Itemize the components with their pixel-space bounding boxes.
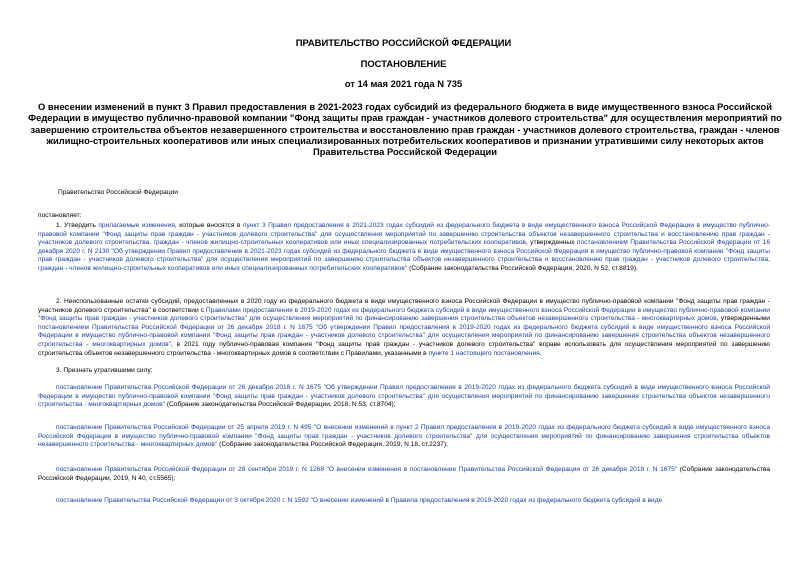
repealed-item-source: (Собрание законодательства Российской Федерации, 2019, N 40, ст.5565); (38, 466, 770, 482)
repealed-item (38, 424, 770, 450)
issuing-authority: Правительство Российской Федерации (58, 189, 178, 196)
p1-text: (Собрание законодательства Российской Федерации, 2020, N 52, ст.8819). (409, 264, 638, 272)
paragraph-3: 3. Признать утратившими силу: (56, 367, 153, 374)
link-repealed-495[interactable]: постановление Правительства Российской Федерации от 25 апреля 2019 г. N 495 "О внесении изменений в пункт 2 Правил предоставления в 2019-2020 годах из федерального бюджета субсидий в виде имущественного взноса Российской Федерации в имущество публично-правовой компании "Фонд защиты прав граждан - участников долевого строительства" для осуществления мероприятий по финансированию завершения строительства объектов незавершенного строительства - многоквартирных домов" (38, 424, 770, 449)
link-attached-changes[interactable]: прилагаемые изменения (98, 222, 175, 229)
p1-text: , которые вносятся в (174, 222, 241, 229)
p2-text: , в 2021 году публично-правовая компания "Фонд защиты прав граждан - участников долевого строительства" вправе использовать для осуществления мероприятий по завершению строительства объектов незавершенного строительства - многоквартирных домов в соответствии с Правилами, указанными в (38, 340, 770, 357)
government-header: ПРАВИТЕЛЬСТВО РОССИЙСКОЙ ФЕДЕРАЦИИ (295, 37, 512, 48)
paragraph-1 (38, 222, 770, 274)
decree-word: постановляет: (38, 212, 82, 219)
link-repealed-1268[interactable]: постановление Правительства Российской Федерации от 28 сентября 2019 г. N 1268 "О внесении изменения в постановление Правительства Российской Федерации от 26 декабря 2018 г. N 1675" (56, 466, 678, 473)
paragraph-2 (38, 298, 770, 358)
document-title: О внесении изменений в пункт 3 Правил предоставления в 2021-2023 годах субсидий из федерального бюджета в виде имущественного взноса Российской Федерации в имущество публично-правовой компании "Фонд защиты прав граждан - участников долевого строительства" для осуществления мероприятий по завершению строительства объектов незавершенного строительства и восстановлению прав граждан - участников долевого строительства, граждан - членов жилищно-строительных кооперативов или иных специализированных потребительских кооперативов и признании утратившими силу некоторых актов Правительства Российской Федерации (28, 101, 782, 158)
document-type: ПОСТАНОВЛЕНИЕ (360, 58, 447, 69)
link-rules-2019-2020[interactable]: Правилами предоставления в 2019-2020 годах из федерального бюджета субсидий в виде имущественного взноса Российской Федерации в имущество публично-правовой компании "Фонд защиты прав граждан - участников долевого строительства" для осуществления мероприятий по финансированию завершения строительства объектов незавершенного строительства - многоквартирных домов (38, 306, 770, 323)
repealed-item (38, 497, 770, 506)
link-resolution-1675[interactable]: постановлением Правительства Российской Федерации от 26 декабря 2018 г. N 1675 "Об утверждении Правил предоставления в 2019-2020 годах из федерального бюджета субсидий в виде имущественного взноса Российской Федерации в имущество публично-правовой компании "Фонд защиты прав граждан - участников долевого строительства" для осуществления мероприятий по финансированию завершения строительства объектов незавершенного строительства - многоквартирных домов" (38, 323, 770, 348)
repealed-item-source: (Собрание законодательства Российской Федерации, 2018, N 53, ст.8704); (166, 401, 396, 409)
p1-text: 1. Утвердить (56, 222, 96, 229)
link-point-1[interactable]: пункте 1 настоящего постановления (428, 349, 540, 357)
link-resolution-2130[interactable]: постановлением Правительства Российской Федерации от 16 декабря 2020 г. N 2130 "Об утверждении Правил предоставления в 2021-2023 годах субсидий из федерального бюджета в виде имущественного взноса Российской Федерации в имущество публично-правовой компании "Фонд защиты прав граждан - участников долевого строительства" для осуществления мероприятий по завершению строительства объектов незавершенного строительства и восстановлению прав граждан - участников долевого строительства, граждан - членов жилищно-строительных кооперативов или иных специализированных потребительских кооперативов" (38, 239, 770, 272)
link-repealed-1675[interactable]: постановление Правительства Российской Федерации от 26 декабря 2018 г. N 1675 "Об утверждении Правил предоставления в 2019-2020 годах из федерального бюджета субсидий в виде имущественного взноса Российской Федерации в имущество публично-правовой компании "Фонд защиты прав граждан - участников долевого строительства" для осуществления мероприятий по финансированию завершения строительства объектов незавершенного строительства - многоквартирных домов" (38, 384, 770, 409)
p2-text: . (539, 349, 542, 357)
repealed-item (38, 384, 770, 410)
repealed-item (38, 466, 770, 483)
link-repealed-1592[interactable]: постановление Правительства Российской Федерации от 3 октября 2020 г. N 1592 "О внесении изменений в Правила предоставления в 2019-2020 годах из федерального бюджета субсидий в виде (56, 497, 663, 504)
p2-text: 2. Неиспользованные остатки субсидий, предоставленных в 2020 году из федерального бюджета в виде имущественного взноса Российской Федерации в имущество публично-правовой компании "Фонд защиты прав граждан - участников долевого строительства" в соответствии с (38, 298, 770, 314)
p1-text: , утвержденных (525, 239, 575, 247)
p2-text: , утвержденными (716, 315, 770, 323)
link-rules-point-3[interactable]: пункт 3 Правил предоставления в 2021-2023 годах субсидий из федерального бюджета в виде имущественного взноса Российской Федерации в имущество публично-правовой компании "Фонд защиты прав граждан - участников долевого строительства" для осуществления мероприятий по завершению строительства объектов незавершенного строительства и восстановлению прав граждан - участников долевого строительства, граждан - членов жилищно-строительных кооперативов или иных специализированных потребительских кооперативов (38, 222, 770, 247)
repealed-item-source: (Собрание законодательства Российской Федерации, 2019, N 18, ст.2237); (219, 441, 448, 449)
document-date-number: от 14 мая 2021 года N 735 (344, 78, 463, 89)
